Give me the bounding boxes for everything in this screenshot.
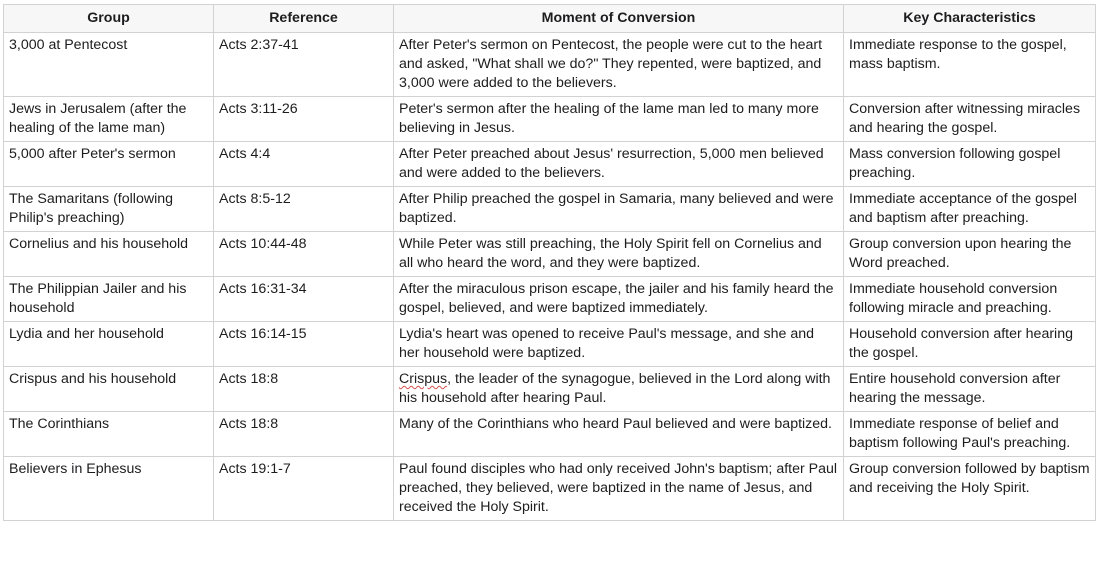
cell-group: Crispus and his household — [4, 367, 214, 412]
cell-key: Entire household conversion after hearing the message. — [844, 367, 1096, 412]
cell-group: Cornelius and his household — [4, 232, 214, 277]
cell-reference: Acts 19:1-7 — [214, 457, 394, 521]
cell-reference: Acts 16:14-15 — [214, 322, 394, 367]
header-group: Group — [4, 5, 214, 33]
cell-moment: After Peter's sermon on Pentecost, the people were cut to the heart and asked, "What shall we do?" They repented, were baptized, and 3,000 were added to the believers. — [394, 33, 844, 97]
cell-key: Mass conversion following gospel preaching. — [844, 142, 1096, 187]
conversion-table — [3, 4, 1096, 521]
cell-group: The Philippian Jailer and his household — [4, 277, 214, 322]
cell-group: 5,000 after Peter's sermon — [4, 142, 214, 187]
table-row — [4, 187, 1096, 232]
cell-moment: After Philip preached the gospel in Samaria, many believed and were baptized. — [394, 187, 844, 232]
cell-key: Immediate household conversion following miracle and preaching. — [844, 277, 1096, 322]
cell-key: Immediate response to the gospel, mass baptism. — [844, 33, 1096, 97]
cell-moment-text: , the leader of the synagogue, believed in the Lord along with his household after hearing Paul. — [399, 371, 831, 406]
table-row — [4, 322, 1096, 367]
cell-key: Group conversion upon hearing the Word preached. — [844, 232, 1096, 277]
cell-group: Jews in Jerusalem (after the healing of the lame man) — [4, 97, 214, 142]
cell-moment: After Peter preached about Jesus' resurrection, 5,000 men believed and were added to the believers. — [394, 142, 844, 187]
cell-group: The Samaritans (following Philip's preaching) — [4, 187, 214, 232]
cell-key: Conversion after witnessing miracles and hearing the gospel. — [844, 97, 1096, 142]
cell-key: Immediate response of belief and baptism following Paul's preaching. — [844, 412, 1096, 457]
cell-moment: Lydia's heart was opened to receive Paul's message, and she and her household were baptized. — [394, 322, 844, 367]
cell-group: Believers in Ephesus — [4, 457, 214, 521]
cell-group: Lydia and her household — [4, 322, 214, 367]
table-row — [4, 97, 1096, 142]
table-row — [4, 412, 1096, 457]
cell-reference: Acts 3:11-26 — [214, 97, 394, 142]
cell-key: Household conversion after hearing the gospel. — [844, 322, 1096, 367]
cell-reference: Acts 18:8 — [214, 367, 394, 412]
table-row — [4, 33, 1096, 97]
cell-moment — [394, 367, 844, 412]
cell-reference: Acts 2:37-41 — [214, 33, 394, 97]
header-reference: Reference — [214, 5, 394, 33]
cell-moment: Paul found disciples who had only received John's baptism; after Paul preached, they believed, were baptized in the name of Jesus, and received the Holy Spirit. — [394, 457, 844, 521]
cell-group: The Corinthians — [4, 412, 214, 457]
cell-moment: Many of the Corinthians who heard Paul believed and were baptized. — [394, 412, 844, 457]
cell-reference: Acts 4:4 — [214, 142, 394, 187]
header-row — [4, 5, 1096, 33]
cell-reference: Acts 10:44-48 — [214, 232, 394, 277]
cell-moment: After the miraculous prison escape, the jailer and his family heard the gospel, believed, and were baptized immediately. — [394, 277, 844, 322]
cell-reference: Acts 18:8 — [214, 412, 394, 457]
table-row — [4, 367, 1096, 412]
cell-reference: Acts 16:31-34 — [214, 277, 394, 322]
cell-group: 3,000 at Pentecost — [4, 33, 214, 97]
header-key-characteristics: Key Characteristics — [844, 5, 1096, 33]
cell-key: Group conversion followed by baptism and receiving the Holy Spirit. — [844, 457, 1096, 521]
table-header — [4, 5, 1096, 33]
table-row — [4, 277, 1096, 322]
table-row — [4, 232, 1096, 277]
table-row — [4, 457, 1096, 521]
cell-reference: Acts 8:5-12 — [214, 187, 394, 232]
spellcheck-flagged-word[interactable]: Crispus — [399, 371, 448, 387]
cell-moment: While Peter was still preaching, the Holy Spirit fell on Cornelius and all who heard the word, and they were baptized. — [394, 232, 844, 277]
cell-moment: Peter's sermon after the healing of the lame man led to many more believing in Jesus. — [394, 97, 844, 142]
table-row — [4, 142, 1096, 187]
table-body — [4, 33, 1096, 521]
cell-key: Immediate acceptance of the gospel and baptism after preaching. — [844, 187, 1096, 232]
header-moment: Moment of Conversion — [394, 5, 844, 33]
